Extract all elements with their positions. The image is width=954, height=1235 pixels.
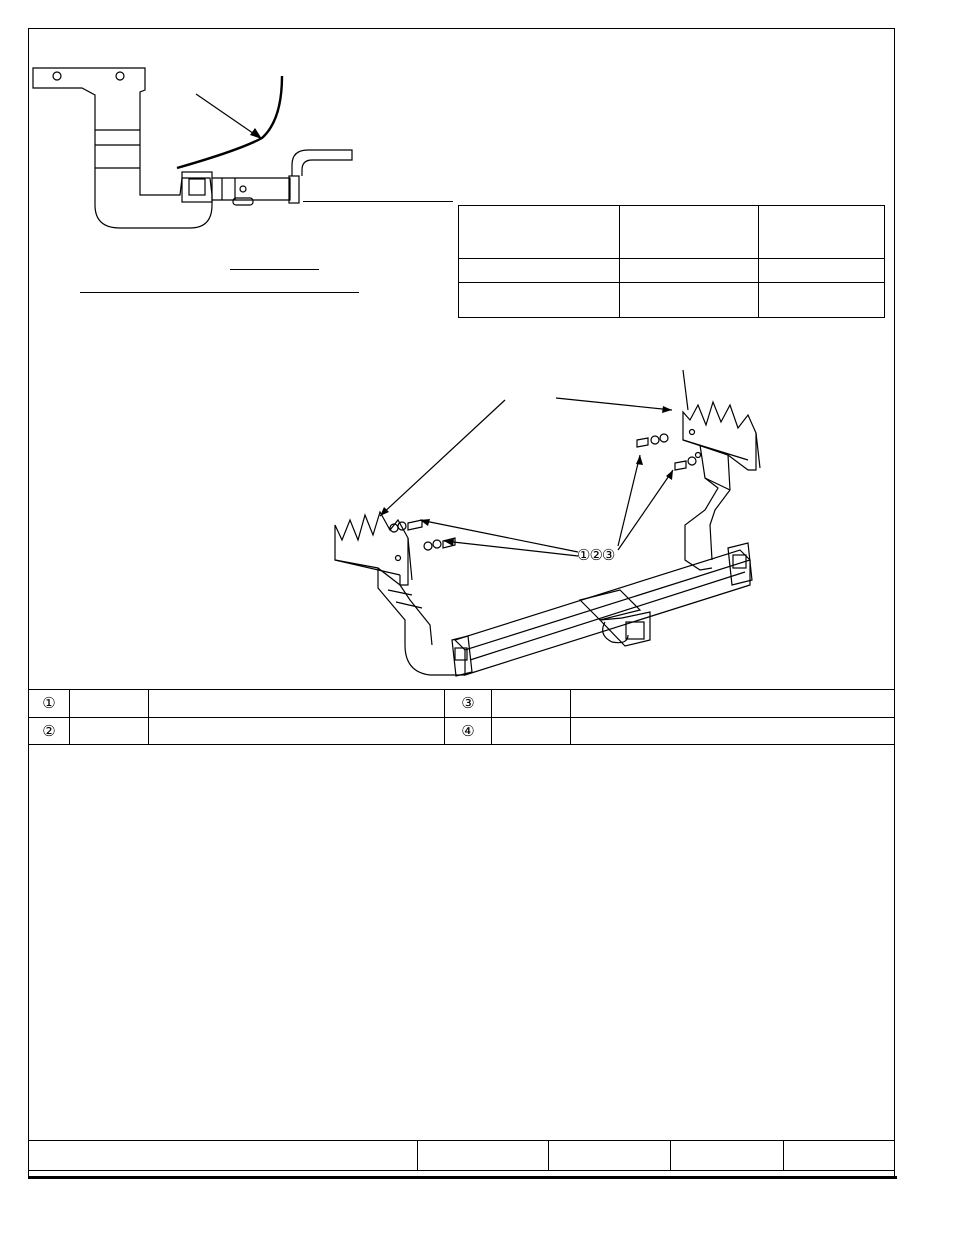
part-marker: ④ bbox=[445, 717, 492, 745]
parts-table bbox=[28, 689, 895, 745]
footer-table bbox=[28, 1140, 895, 1171]
part-qty bbox=[492, 690, 571, 718]
part-qty bbox=[70, 717, 149, 745]
part-marker: ③ bbox=[445, 690, 492, 718]
part-marker: ② bbox=[29, 717, 70, 745]
footer-cell bbox=[784, 1141, 895, 1171]
footer-cell bbox=[29, 1141, 418, 1171]
callout-label: ①②③ bbox=[577, 547, 615, 564]
part-qty bbox=[492, 717, 571, 745]
part-description bbox=[149, 690, 445, 718]
part-qty bbox=[70, 690, 149, 718]
part-marker: ① bbox=[29, 690, 70, 718]
footer-cell bbox=[671, 1141, 784, 1171]
part-description bbox=[571, 690, 895, 718]
footer-cell bbox=[549, 1141, 671, 1171]
part-description bbox=[149, 717, 445, 745]
part-description bbox=[571, 717, 895, 745]
footer-cell bbox=[418, 1141, 549, 1171]
